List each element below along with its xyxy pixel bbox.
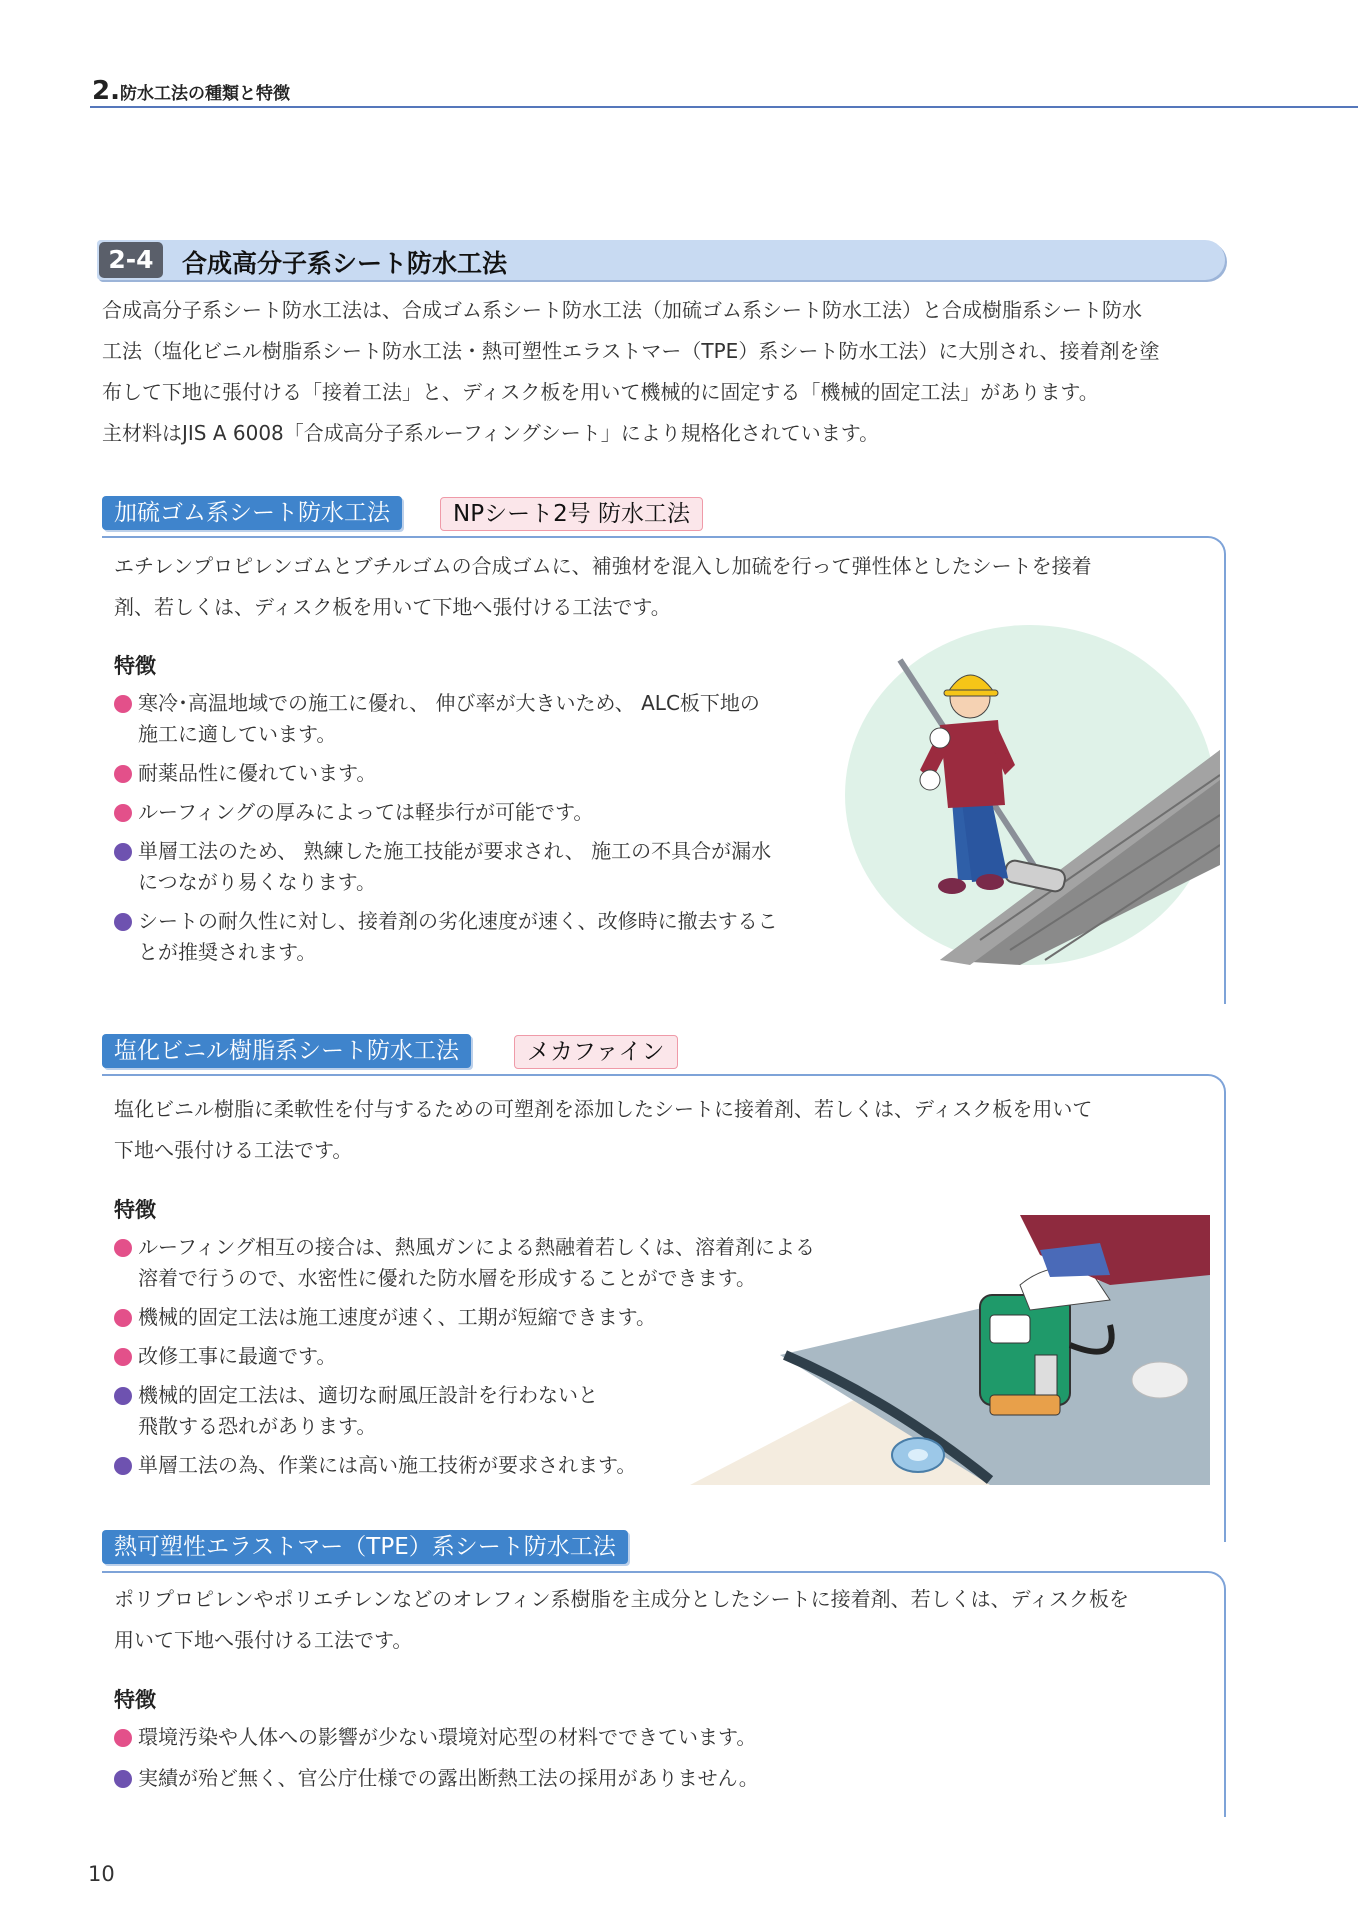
intro-line: 主材料はJIS A 6008「合成高分子系ルーフィングシート」により規格化されています。 <box>102 421 880 445</box>
bullet-icon <box>114 913 132 931</box>
bullet-icon <box>114 1239 132 1257</box>
bullet-icon <box>114 1387 132 1405</box>
page-number: 10 <box>88 1862 115 1886</box>
description-line: エチレンプロピレンゴムとブチルゴムの合成ゴムに、補強材を混入し加硫を行って弾性体としたシートを接着 <box>114 554 1092 578</box>
subsection-tab-pvc: 塩化ビニル樹脂系シート防水工法 <box>102 1034 471 1068</box>
features-heading: 特徴 <box>114 1198 156 1222</box>
feature-item: ルーフィングの厚みによっては軽歩行が可能です。 <box>114 797 778 828</box>
subsection-description <box>114 1579 1129 1661</box>
header-rule <box>90 106 1358 108</box>
subsection-tab-tpe: 熱可塑性エラストマー（TPE）系シート防水工法 <box>102 1530 628 1564</box>
welding-machine-illustration <box>690 1215 1210 1485</box>
feature-list <box>114 1722 759 1802</box>
bullet-icon <box>114 843 132 861</box>
feature-item: 単層工法の為、作業には高い施工技術が要求されます。 <box>114 1450 815 1481</box>
subsection-description <box>114 1089 1092 1171</box>
section-title: 合成高分子系シート防水工法 <box>182 249 508 278</box>
worker-roller-illustration <box>840 620 1220 975</box>
feature-list <box>114 688 778 976</box>
description-line: 用いて下地へ張付ける工法です。 <box>114 1628 413 1652</box>
intro-line: 合成高分子系シート防水工法は、合成ゴム系シート防水工法（加硫ゴム系シート防水工法）と合成樹脂系シート防水 <box>102 298 1142 322</box>
bullet-icon <box>114 765 132 783</box>
product-badge-np-sheet: NPシート2号 防水工法 <box>440 497 703 531</box>
bullet-icon <box>114 1348 132 1366</box>
feature-item: 寒冷･高温地域での施工に優れ、 伸び率が大きいため、 ALC板下地の 施工に適しています。 <box>114 688 778 750</box>
bullet-icon <box>114 1729 132 1747</box>
bullet-icon <box>114 1770 132 1788</box>
chapter-number: 2. <box>92 76 120 106</box>
features-heading: 特徴 <box>114 1688 156 1712</box>
feature-item: 改修工事に最適です。 <box>114 1341 815 1372</box>
section-number: 2-4 <box>99 242 163 278</box>
subsection-tab-vulcanized-rubber: 加硫ゴム系シート防水工法 <box>102 496 402 530</box>
subsection-description <box>114 546 1092 628</box>
feature-item: ルーフィング相互の接合は、熱風ガンによる熱融着若しくは、溶着剤による 溶着で行うので、水密性に優れた防水層を形成することができます。 <box>114 1232 815 1294</box>
feature-item: 環境汚染や人体への影響が少ない環境対応型の材料でできています。 <box>114 1722 759 1753</box>
product-badge-mechafine: メカファイン <box>514 1035 678 1069</box>
feature-item: 単層工法のため、 熟練した施工技能が要求され、 施工の不具合が漏水 につながり易くなります。 <box>114 836 778 898</box>
description-line: 剤、若しくは、ディスク板を用いて下地へ張付ける工法です。 <box>114 595 671 619</box>
description-line: 下地へ張付ける工法です。 <box>114 1138 353 1162</box>
feature-item: シートの耐久性に対し、接着剤の劣化速度が速く、改修時に撤去するこ とが推奨されます。 <box>114 906 778 968</box>
bullet-icon <box>114 1309 132 1327</box>
intro-line: 布して下地に張付ける「接着工法」と、ディスク板を用いて機械的に固定する「機械的固定工法」があります。 <box>102 380 1099 404</box>
description-line: ポリプロピレンやポリエチレンなどのオレフィン系樹脂を主成分としたシートに接着剤、若しくは、ディスク板を <box>114 1587 1129 1611</box>
feature-item: 機械的固定工法は、適切な耐風圧設計を行わないと 飛散する恐れがあります。 <box>114 1380 815 1442</box>
chapter-heading <box>92 76 290 106</box>
bullet-icon <box>114 1457 132 1475</box>
description-line: 塩化ビニル樹脂に柔軟性を付与するための可塑剤を添加したシートに接着剤、若しくは、ディスク板を用いて <box>114 1097 1093 1121</box>
feature-item: 耐薬品性に優れています。 <box>114 758 778 789</box>
feature-item: 機械的固定工法は施工速度が速く、工期が短縮できます。 <box>114 1302 815 1333</box>
feature-item: 実績が殆ど無く、官公庁仕様での露出断熱工法の採用がありません。 <box>114 1763 759 1794</box>
section-intro <box>102 290 1232 454</box>
bullet-icon <box>114 804 132 822</box>
chapter-title: 防水工法の種類と特徴 <box>119 84 290 104</box>
bullet-icon <box>114 695 132 713</box>
intro-line: 工法（塩化ビニル樹脂系シート防水工法・熱可塑性エラストマー（TPE）系シート防水工法）に大別され、接着剤を塗 <box>102 339 1160 363</box>
features-heading: 特徴 <box>114 654 156 678</box>
